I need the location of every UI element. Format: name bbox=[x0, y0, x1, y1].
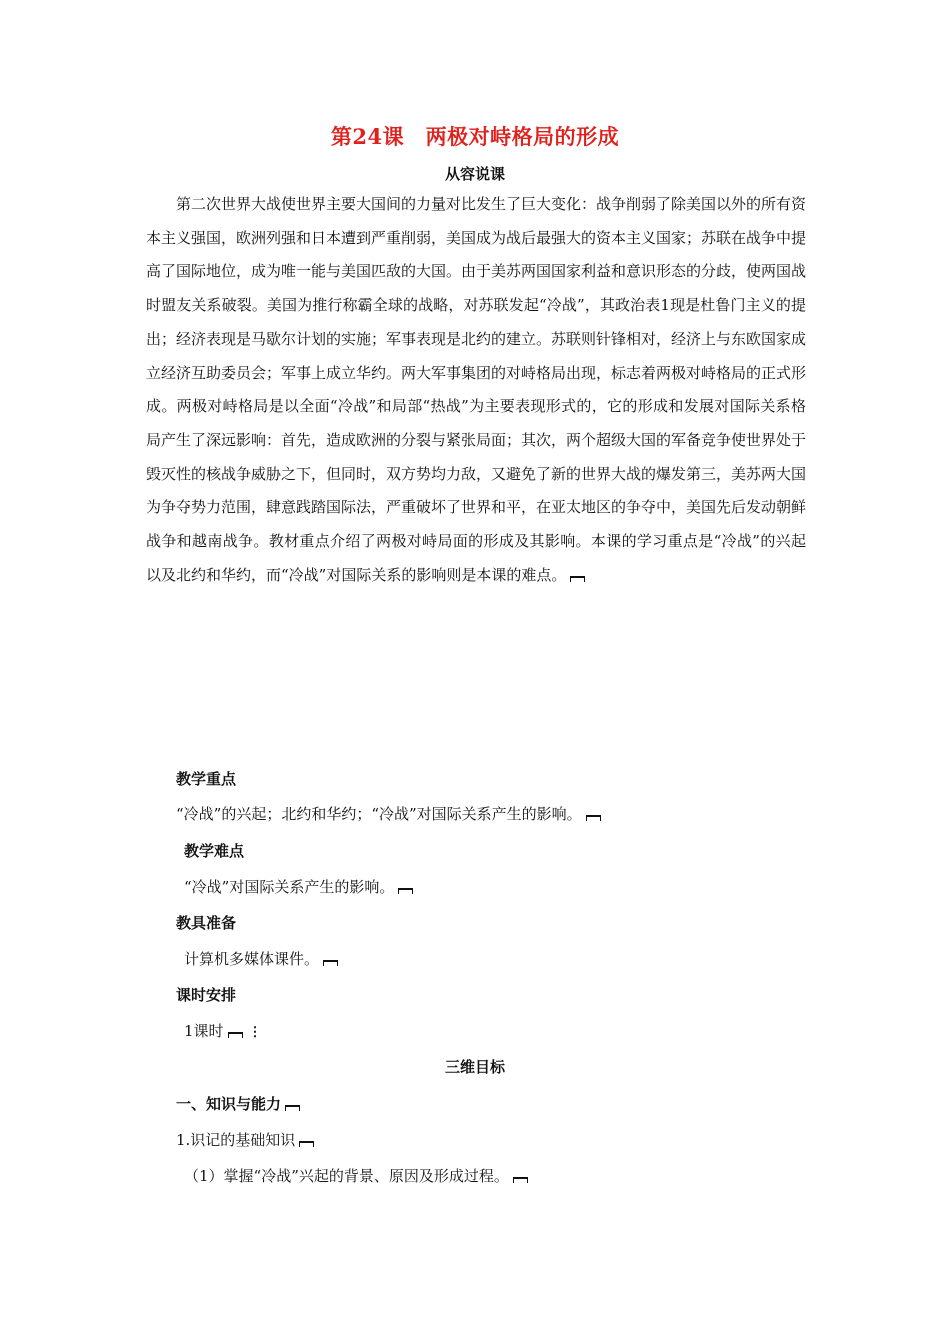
tools-line bbox=[184, 948, 338, 969]
item1-line bbox=[176, 1129, 314, 1150]
tools-text: 计算机多媒体课件。 bbox=[184, 950, 320, 968]
difficulty-heading: 教学难点 bbox=[184, 842, 245, 860]
tools-heading: 教具准备 bbox=[176, 914, 237, 932]
lesson-title: 第24课 两极对峙格局的形成 bbox=[330, 124, 620, 149]
item1-1-line bbox=[184, 1165, 528, 1186]
paragraph-end-mark-icon bbox=[513, 1177, 528, 1183]
paragraph-end-mark-icon bbox=[285, 1105, 300, 1111]
goals-heading: 三维目标 bbox=[444, 1058, 505, 1076]
schedule-text: 1课时 bbox=[184, 1022, 224, 1040]
paragraph-end-mark-icon bbox=[398, 888, 413, 894]
intro-paragraph bbox=[146, 188, 806, 592]
key-points-line bbox=[176, 803, 601, 824]
intro-paragraph-text: 第二次世界大战使世界主要大国间的力量对比发生了巨大变化：战争削弱了除美国以外的所有资本主义强国，欧洲列强和日本遭到严重削弱，美国成为战后最强大的资本主义国家；苏联在战争中提高了国际地位，成为唯一能与美国匹敌的大国。由于美苏两国国家利益和意识形态的分歧，使两国战时盟友关系破裂。美国为推行称霸全球的战略，对苏联发起“冷战”，其政治表1现是杜鲁门主义的提出；经济表现是马歇尔计划的实施；军事表现是北约的建立。苏联则针锋相对，经济上与东欧国家成立经济互助委员会；军事上成立华约。两大军事集团的对峙格局出现，标志着两极对峙格局的正式形成。两极对峙格局是以全面“冷战”和局部“热战”为主要表现形式的，它的形成和发展对国际关系格局产生了深远影响：首先，造成欧洲的分裂与紧张局面；其次，两个超级大国的军备竞争使世界处于毁灭性的核战争威胁之下，但同时，双方势均力敌，又避免了新的世界大战的爆发第三，美苏两大国为争夺势力范围，肆意践踏国际法，严重破坏了世界和平，在亚太地区的争夺中，美国先后发动朝鲜战争和越南战争。教材重点介绍了两极对峙局面的形成及其影响。本课的学习重点是“冷战”的兴起以及北约和华约，而“冷战”对国际关系的影响则是本课的难点。 bbox=[146, 195, 807, 584]
key-points-text: “冷战”的兴起；北约和华约；“冷战”对国际关系产生的影响。 bbox=[176, 805, 582, 823]
section1-heading-line bbox=[176, 1093, 300, 1114]
paragraph-end-mark-icon bbox=[299, 1141, 314, 1147]
vertical-dots-icon: ⋮ bbox=[248, 1025, 261, 1040]
section1-heading: 一、知识与能力 bbox=[176, 1095, 282, 1113]
difficulty-line bbox=[184, 876, 413, 897]
item1-1-text: （1）掌握“冷战”兴起的背景、原因及形成过程。 bbox=[184, 1167, 509, 1185]
item1-text: 1.识记的基础知识 bbox=[176, 1131, 296, 1149]
key-points-heading: 教学重点 bbox=[176, 770, 237, 788]
paragraph-end-mark-icon bbox=[570, 576, 585, 582]
difficulty-text: “冷战”对国际关系产生的影响。 bbox=[184, 878, 395, 896]
paragraph-end-mark-icon bbox=[586, 815, 601, 821]
section-subtitle: 从容说课 bbox=[444, 165, 505, 183]
schedule-line bbox=[184, 1020, 261, 1041]
paragraph-end-mark-icon bbox=[323, 960, 338, 966]
schedule-heading: 课时安排 bbox=[176, 986, 237, 1004]
paragraph-end-mark-icon bbox=[228, 1032, 243, 1038]
